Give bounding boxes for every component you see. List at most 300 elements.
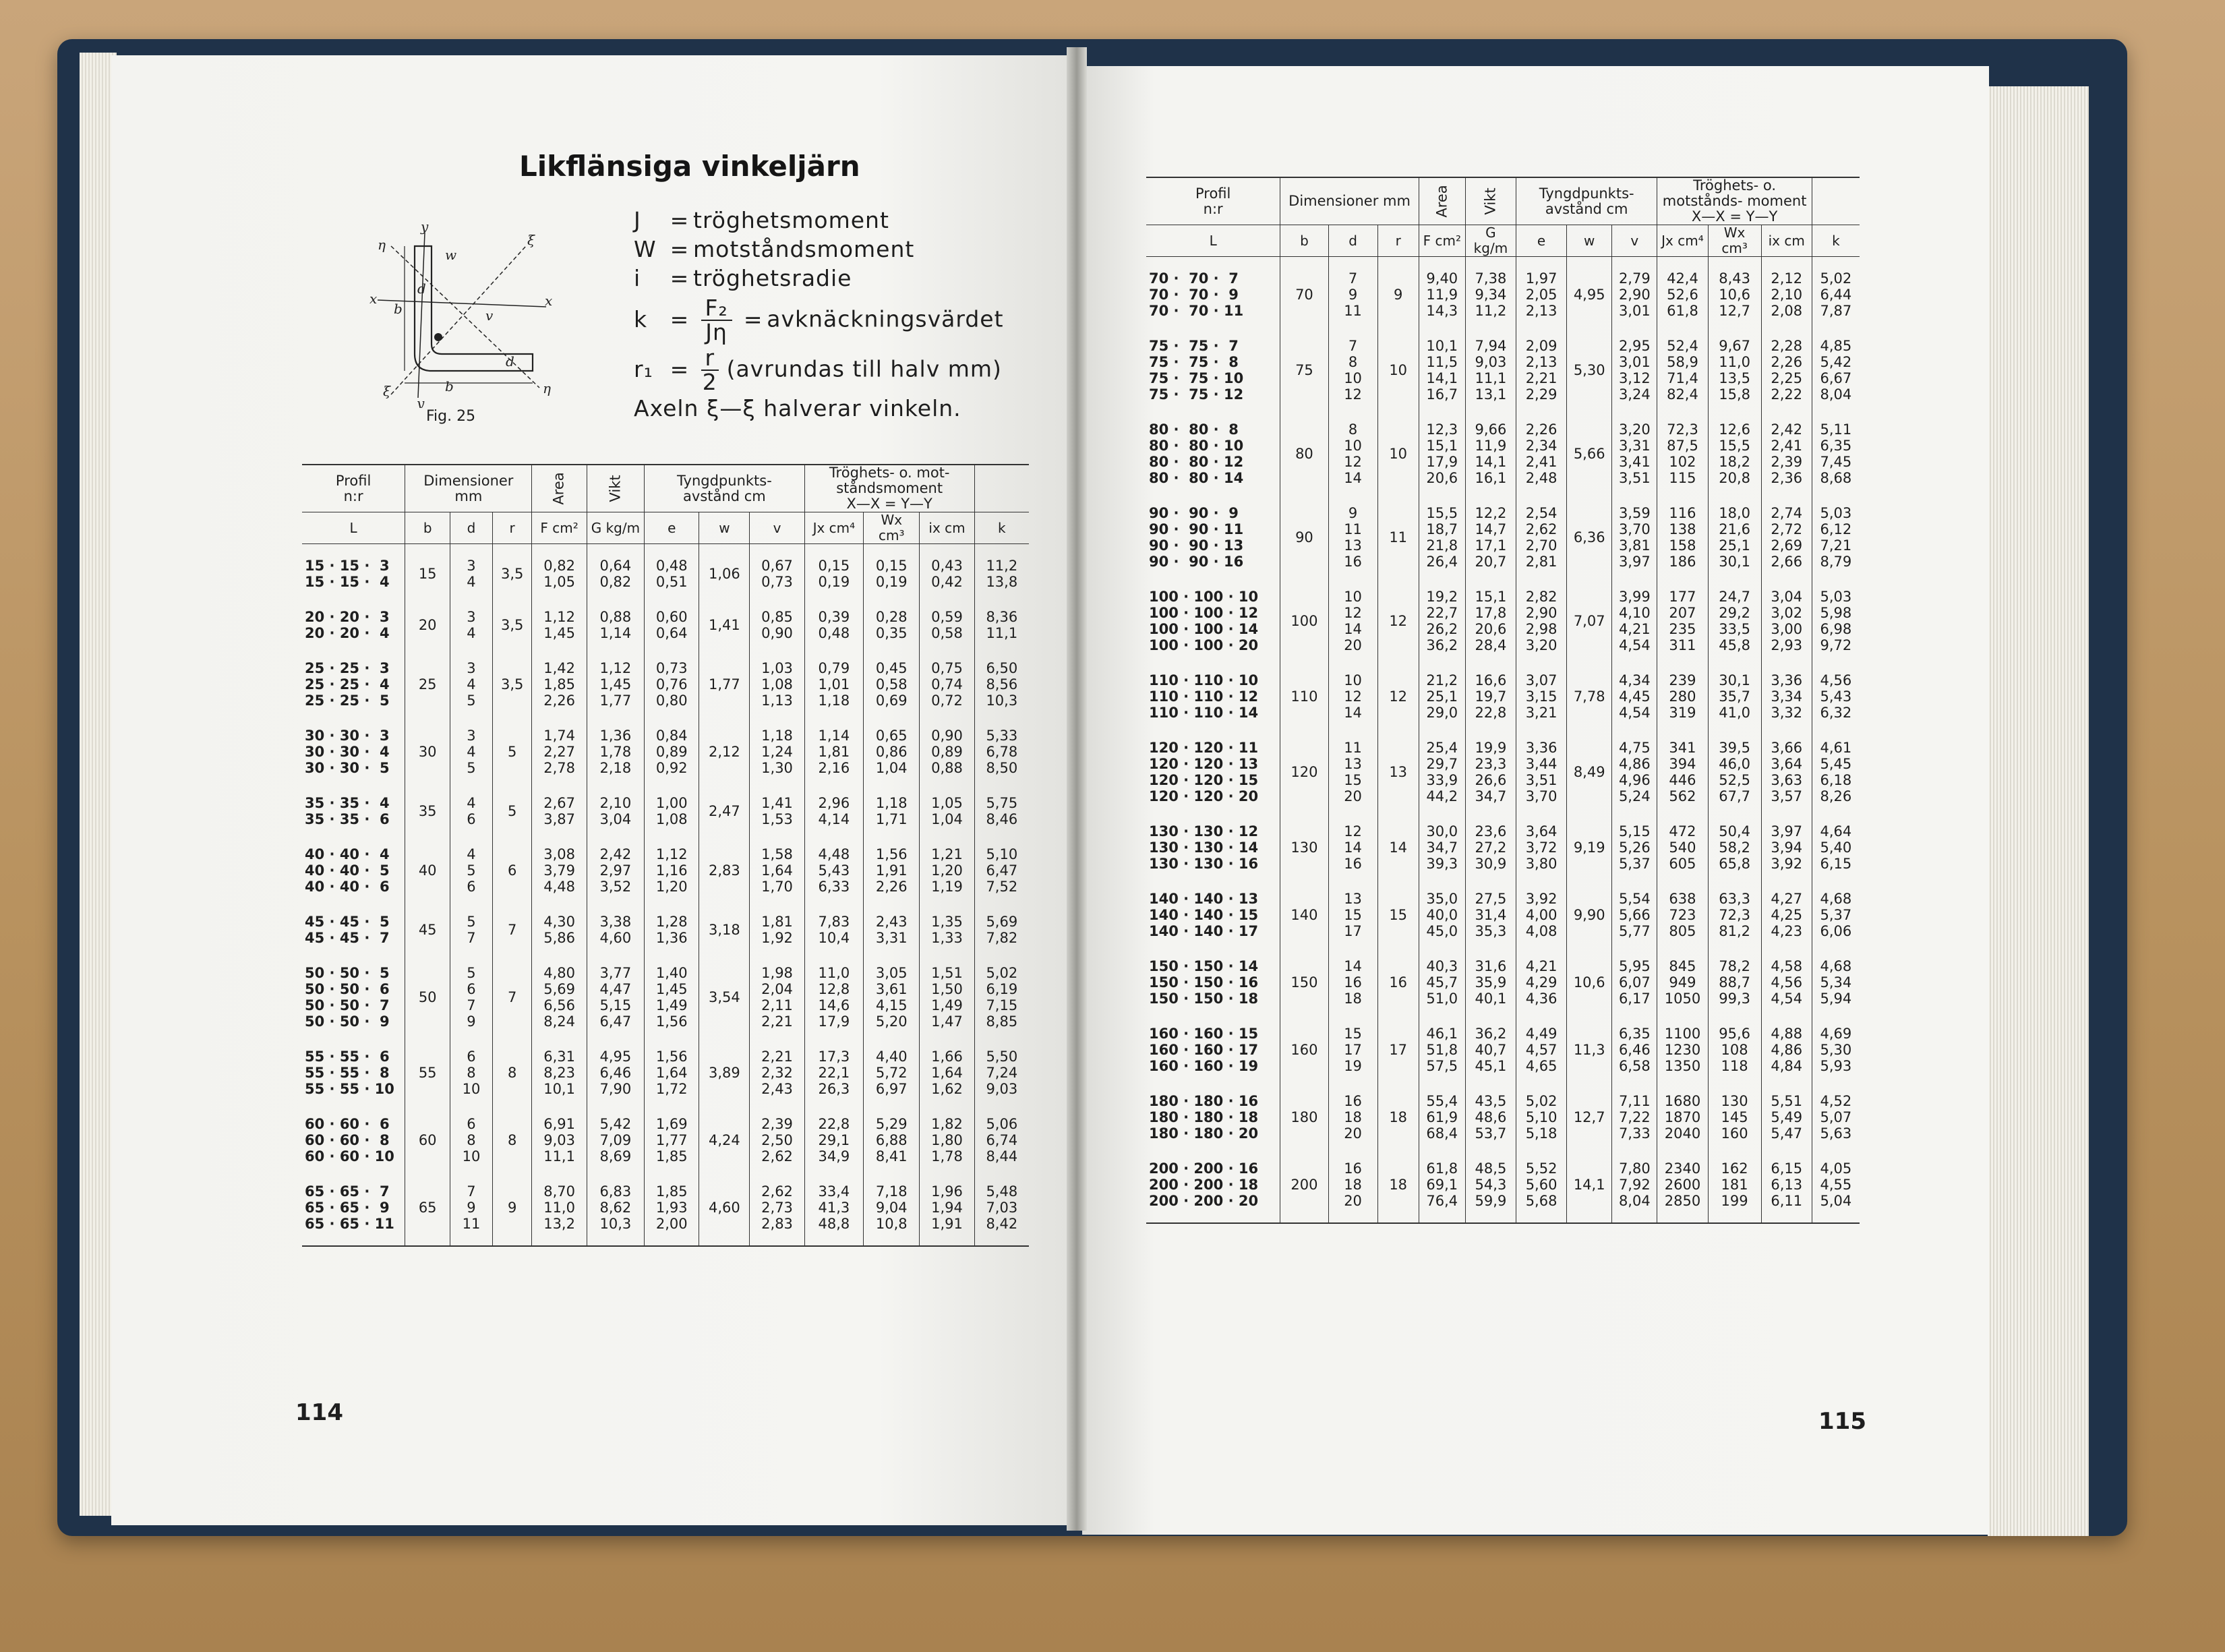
cell-v: 3,99 4,10 4,21 4,54	[1612, 579, 1657, 663]
cell-b: 60	[405, 1107, 450, 1174]
page-title: Likflänsiga vinkeljärn	[519, 150, 860, 183]
head-Wx: Wx cm³	[1708, 225, 1761, 257]
cell-Jx: 0,39 0,48	[804, 599, 863, 651]
cell-w: 11,3	[1567, 1016, 1612, 1084]
k-denominator: Jη	[705, 319, 728, 345]
cell-d: 7 9 11	[1328, 257, 1377, 329]
cell-e: 0,84 0,89 0,92	[645, 718, 699, 786]
cell-profil: 75 · 75 · 7 75 · 75 · 8 75 · 75 · 10 75 · 75 · 12	[1149, 338, 1244, 403]
table-row	[302, 955, 1029, 1039]
cell-Jx: 177 207 235 311	[1657, 579, 1708, 663]
cell-d: 5 7	[450, 904, 493, 955]
cell-G: 6,83 8,62 10,3	[587, 1174, 644, 1246]
cell-v: 1,98 2,04 2,11 2,21	[750, 955, 804, 1039]
head-d: d	[1328, 225, 1377, 257]
cell-k: 4,85 5,42 6,67 8,04	[1812, 328, 1860, 412]
cell-k: 4,68 5,37 6,06	[1812, 881, 1860, 949]
cell-F: 21,2 25,1 29,0	[1419, 663, 1465, 730]
table-row	[302, 786, 1029, 837]
cell-w: 1,41	[699, 599, 750, 651]
cell-r: 15	[1377, 881, 1419, 949]
cell-w: 7,78	[1567, 663, 1612, 730]
book-gutter	[1067, 47, 1087, 1531]
angle-profile-diagram	[351, 219, 560, 408]
cell-profil: 90 · 90 · 9 90 · 90 · 11 90 · 90 · 13 90 · 90 · 16	[1149, 505, 1244, 570]
table-row	[1146, 663, 1860, 730]
cell-ix: 4,58 4,56 4,54	[1761, 949, 1812, 1016]
legend-text: tröghetsmoment	[693, 207, 889, 233]
cell-r: 9	[1377, 257, 1419, 329]
head-e: e	[645, 512, 699, 544]
head-v: v	[1612, 225, 1657, 257]
cell-F: 1,42 1,85 2,26	[532, 651, 587, 718]
cell-Jx: 7,83 10,4	[804, 904, 863, 955]
cell-Wx: 0,65 0,86 1,04	[864, 718, 920, 786]
cell-b: 50	[405, 955, 450, 1039]
svg-text:d: d	[417, 281, 426, 297]
cell-k: 5,03 5,98 6,98 9,72	[1812, 579, 1860, 663]
cell-e: 2,09 2,13 2,21 2,29	[1516, 328, 1567, 412]
cell-Wx: 5,29 6,88 8,41	[864, 1107, 920, 1174]
cell-b: 80	[1280, 412, 1328, 496]
cell-b: 45	[405, 904, 450, 955]
col-dimensioner: Dimensioner mm	[405, 465, 532, 512]
cell-e: 3,92 4,00 4,08	[1516, 881, 1567, 949]
cell-k: 5,03 6,12 7,21 8,79	[1812, 496, 1860, 579]
cell-F: 12,3 15,1 17,9 20,6	[1419, 412, 1465, 496]
cell-v: 5,95 6,07 6,17	[1612, 949, 1657, 1016]
head-r: r	[1377, 225, 1419, 257]
cell-v: 1,81 1,92	[750, 904, 804, 955]
cell-b: 120	[1280, 730, 1328, 814]
table-row	[1146, 1016, 1860, 1084]
svg-text:x: x	[545, 293, 553, 309]
cell-b: 160	[1280, 1016, 1328, 1084]
col-vikt: Vikt	[587, 465, 644, 512]
cell-b: 140	[1280, 881, 1328, 949]
k-numerator: F₂	[701, 297, 732, 321]
legend-symbol: J	[634, 207, 641, 233]
cell-Wx: 24,7 29,2 33,5 45,8	[1708, 579, 1761, 663]
cell-b: 70	[1280, 257, 1328, 329]
cell-d: 8 10 12 14	[1328, 412, 1377, 496]
cell-G: 3,38 4,60	[587, 904, 644, 955]
col-dimensioner: Dimensioner mm	[1280, 177, 1419, 225]
cell-e: 1,40 1,45 1,49 1,56	[645, 955, 699, 1039]
head-k: k	[1812, 225, 1860, 257]
steel-table-left	[302, 464, 1029, 1247]
cell-d: 6 8 10	[450, 1107, 493, 1174]
cell-d: 10 12 14	[1328, 663, 1377, 730]
cell-e: 2,26 2,34 2,41 2,48	[1516, 412, 1567, 496]
cell-r: 18	[1377, 1151, 1419, 1223]
cell-Jx: 72,3 87,5 102 115	[1657, 412, 1708, 496]
cell-r: 10	[1377, 412, 1419, 496]
cell-Jx: 22,8 29,1 34,9	[804, 1107, 863, 1174]
cell-r: 8	[492, 1039, 532, 1107]
cell-F: 9,40 11,9 14,3	[1419, 257, 1465, 329]
cell-d: 13 15 17	[1328, 881, 1377, 949]
table-row	[1146, 814, 1860, 881]
cell-d: 3 4	[450, 544, 493, 600]
cell-ix: 0,75 0,74 0,72	[920, 651, 974, 718]
table-row	[302, 544, 1029, 600]
cell-v: 5,54 5,66 5,77	[1612, 881, 1657, 949]
cell-Jx: 472 540 605	[1657, 814, 1708, 881]
cell-e: 2,82 2,90 2,98 3,20	[1516, 579, 1567, 663]
legend-symbol: i	[634, 265, 641, 291]
symbol-legend	[634, 206, 1004, 423]
axis-note: Axeln ξ—ξ halverar vinkeln.	[634, 395, 961, 421]
head-G: G kg/m	[1465, 225, 1516, 257]
cell-r: 12	[1377, 663, 1419, 730]
cell-Wx: 0,45 0,58 0,69	[864, 651, 920, 718]
cell-Jx: 0,79 1,01 1,18	[804, 651, 863, 718]
cell-F: 30,0 34,7 39,3	[1419, 814, 1465, 881]
cell-b: 75	[1280, 328, 1328, 412]
cell-r: 17	[1377, 1016, 1419, 1084]
cell-d: 12 14 16	[1328, 814, 1377, 881]
svg-text:y: y	[421, 219, 429, 235]
cell-v: 7,80 7,92 8,04	[1612, 1151, 1657, 1223]
cell-r: 7	[492, 904, 532, 955]
cell-r: 3,5	[492, 544, 532, 600]
cell-ix: 0,43 0,42	[920, 544, 974, 600]
cell-ix: 1,05 1,04	[920, 786, 974, 837]
cell-G: 2,10 3,04	[587, 786, 644, 837]
cell-ix: 1,96 1,94 1,91	[920, 1174, 974, 1246]
cell-Wx: 63,3 72,3 81,2	[1708, 881, 1761, 949]
cell-G: 48,5 54,3 59,9	[1465, 1151, 1516, 1223]
svg-text:b: b	[394, 301, 403, 317]
col-area: Area	[1419, 177, 1465, 225]
cell-d: 5 6 7 9	[450, 955, 493, 1039]
head-r: r	[492, 512, 532, 544]
col-vikt: Vikt	[1465, 177, 1516, 225]
cell-profil: 120 · 120 · 11 120 · 120 · 13 120 · 120 · 15 120 · 120 · 20	[1149, 740, 1259, 804]
cell-v: 2,39 2,50 2,62	[750, 1107, 804, 1174]
cell-b: 35	[405, 786, 450, 837]
table-row	[1146, 730, 1860, 814]
head-Jx: Jx cm⁴	[1657, 225, 1708, 257]
table-row	[1146, 496, 1860, 579]
cell-w: 1,77	[699, 651, 750, 718]
cell-G: 7,94 9,03 11,1 13,1	[1465, 328, 1516, 412]
cell-d: 16 18 20	[1328, 1151, 1377, 1223]
cell-profil: 80 · 80 · 8 80 · 80 · 10 80 · 80 · 12 80 · 80 · 14	[1149, 421, 1244, 486]
col-troghet: Tröghets- o. motstånds- moment X—X = Y—Y	[1657, 177, 1812, 225]
cell-e: 3,07 3,15 3,21	[1516, 663, 1567, 730]
cell-ix: 1,66 1,64 1,62	[920, 1039, 974, 1107]
cell-F: 40,3 45,7 51,0	[1419, 949, 1465, 1016]
cell-G: 23,6 27,2 30,9	[1465, 814, 1516, 881]
cell-ix: 3,97 3,94 3,92	[1761, 814, 1812, 881]
cell-ix: 6,15 6,13 6,11	[1761, 1151, 1812, 1223]
cell-e: 0,60 0,64	[645, 599, 699, 651]
table-row	[302, 651, 1029, 718]
legend-text: motståndsmoment	[693, 236, 915, 262]
cell-Jx: 0,15 0,19	[804, 544, 863, 600]
cell-w: 2,83	[699, 837, 750, 904]
svg-text:ξ: ξ	[527, 232, 535, 248]
cell-Jx: 52,4 58,9 71,4 82,4	[1657, 328, 1708, 412]
r1-numerator: r	[701, 347, 719, 371]
k-text: avknäckningsvärdet	[767, 305, 1004, 332]
cell-Wx: 0,15 0,19	[864, 544, 920, 600]
cell-k: 5,10 6,47 7,52	[974, 837, 1029, 904]
cell-e: 1,00 1,08	[645, 786, 699, 837]
cell-r: 11	[1377, 496, 1419, 579]
cell-k: 5,33 6,78 8,50	[974, 718, 1029, 786]
cell-ix: 3,04 3,02 3,00 2,93	[1761, 579, 1812, 663]
cell-Jx: 17,3 22,1 26,3	[804, 1039, 863, 1107]
cell-e: 0,73 0,76 0,80	[645, 651, 699, 718]
cell-b: 65	[405, 1174, 450, 1246]
table-row	[1146, 328, 1860, 412]
cell-F: 4,30 5,86	[532, 904, 587, 955]
cell-b: 15	[405, 544, 450, 600]
head-L: L	[302, 512, 405, 544]
legend-text: tröghetsradie	[693, 265, 852, 291]
cell-d: 3 4 5	[450, 718, 493, 786]
cell-ix: 4,27 4,25 4,23	[1761, 881, 1812, 949]
cell-Wx: 8,43 10,6 12,7	[1708, 257, 1761, 329]
cell-ix: 0,59 0,58	[920, 599, 974, 651]
head-b: b	[405, 512, 450, 544]
table-row	[302, 1174, 1029, 1246]
r1-text: (avrundas till halv mm)	[726, 355, 1002, 382]
cell-k: 5,69 7,82	[974, 904, 1029, 955]
cell-w: 5,66	[1567, 412, 1612, 496]
angle-section-figure	[351, 219, 560, 411]
cell-ix: 1,21 1,20 1,19	[920, 837, 974, 904]
cell-Jx: 845 949 1050	[1657, 949, 1708, 1016]
cell-w: 10,6	[1567, 949, 1612, 1016]
table-row	[302, 1107, 1029, 1174]
cell-r: 6	[492, 837, 532, 904]
cell-k: 4,56 5,43 6,32	[1812, 663, 1860, 730]
col-k-top	[974, 465, 1029, 512]
cell-profil: 110 · 110 · 10 110 · 110 · 12 110 · 110 · 14	[1149, 672, 1259, 721]
cell-w: 3,18	[699, 904, 750, 955]
cell-G: 0,64 0,82	[587, 544, 644, 600]
cell-r: 14	[1377, 814, 1419, 881]
cell-Wx: 3,05 3,61 4,15 5,20	[864, 955, 920, 1039]
cell-profil: 35 · 35 · 4 35 · 35 · 6	[305, 795, 390, 827]
cell-e: 1,12 1,16 1,20	[645, 837, 699, 904]
head-w: w	[1567, 225, 1612, 257]
head-d: d	[450, 512, 493, 544]
cell-r: 10	[1377, 328, 1419, 412]
cell-Wx: 130 145 160	[1708, 1084, 1761, 1151]
cell-G: 5,42 7,09 8,69	[587, 1107, 644, 1174]
cell-Wx: 12,6 15,5 18,2 20,8	[1708, 412, 1761, 496]
table-row	[1146, 1151, 1860, 1223]
cell-Jx: 1,14 1,81 2,16	[804, 718, 863, 786]
figure-caption: Fig. 25	[426, 408, 476, 425]
cell-v: 2,95 3,01 3,12 3,24	[1612, 328, 1657, 412]
cell-e: 1,28 1,36	[645, 904, 699, 955]
cell-d: 10 12 14 20	[1328, 579, 1377, 663]
cell-ix: 0,90 0,89 0,88	[920, 718, 974, 786]
cell-k: 8,36 11,1	[974, 599, 1029, 651]
cell-Wx: 4,40 5,72 6,97	[864, 1039, 920, 1107]
cell-Jx: 341 394 446 562	[1657, 730, 1708, 814]
cell-ix: 2,42 2,41 2,39 2,36	[1761, 412, 1812, 496]
head-F: F cm²	[532, 512, 587, 544]
col-k-top	[1812, 177, 1860, 225]
cell-F: 1,12 1,45	[532, 599, 587, 651]
col-tyngdpunkt: Tyngdpunkts- avstånd cm	[1516, 177, 1657, 225]
cell-v: 0,85 0,90	[750, 599, 804, 651]
cell-ix: 4,88 4,86 4,84	[1761, 1016, 1812, 1084]
cell-d: 3 4	[450, 599, 493, 651]
cell-F: 19,2 22,7 26,2 36,2	[1419, 579, 1465, 663]
cell-w: 8,49	[1567, 730, 1612, 814]
cell-r: 13	[1377, 730, 1419, 814]
cell-k: 5,02 6,44 7,87	[1812, 257, 1860, 329]
cell-r: 8	[492, 1107, 532, 1174]
cell-v: 2,62 2,73 2,83	[750, 1174, 804, 1246]
table-row	[1146, 949, 1860, 1016]
cell-v: 3,20 3,31 3,41 3,51	[1612, 412, 1657, 496]
head-b: b	[1280, 225, 1328, 257]
cell-Wx: 18,0 21,6 25,1 30,1	[1708, 496, 1761, 579]
cell-k: 4,52 5,07 5,63	[1812, 1084, 1860, 1151]
head-ix: ix cm	[920, 512, 974, 544]
page-number-right: 115	[1818, 1408, 1866, 1435]
cell-G: 36,2 40,7 45,1	[1465, 1016, 1516, 1084]
cell-e: 1,97 2,05 2,13	[1516, 257, 1567, 329]
cell-b: 20	[405, 599, 450, 651]
cell-F: 2,67 3,87	[532, 786, 587, 837]
cell-b: 200	[1280, 1151, 1328, 1223]
cell-w: 14,1	[1567, 1151, 1612, 1223]
cell-k: 5,11 6,35 7,45 8,68	[1812, 412, 1860, 496]
cell-Wx: 9,67 11,0 13,5 15,8	[1708, 328, 1761, 412]
cell-Jx: 239 280 319	[1657, 663, 1708, 730]
cell-b: 30	[405, 718, 450, 786]
cell-F: 6,31 8,23 10,1	[532, 1039, 587, 1107]
legend-row: i = tröghetsradie	[634, 265, 852, 291]
cell-d: 4 6	[450, 786, 493, 837]
table-row	[302, 599, 1029, 651]
cell-Jx: 1680 1870 2040	[1657, 1084, 1708, 1151]
cell-G: 1,36 1,78 2,18	[587, 718, 644, 786]
cell-G: 1,12 1,45 1,77	[587, 651, 644, 718]
cell-Wx: 1,56 1,91 2,26	[864, 837, 920, 904]
legend-row: J = tröghetsmoment	[634, 207, 889, 233]
cell-G: 4,95 6,46 7,90	[587, 1039, 644, 1107]
cell-profil: 45 · 45 · 5 45 · 45 · 7	[305, 914, 390, 946]
cell-ix: 3,66 3,64 3,63 3,57	[1761, 730, 1812, 814]
cell-d: 14 16 18	[1328, 949, 1377, 1016]
cell-profil: 25 · 25 · 3 25 · 25 · 4 25 · 25 · 5	[305, 660, 390, 709]
cell-F: 35,0 40,0 45,0	[1419, 881, 1465, 949]
cell-Wx: 7,18 9,04 10,8	[864, 1174, 920, 1246]
cell-k: 5,50 7,24 9,03	[974, 1039, 1029, 1107]
cell-d: 9 11 13 16	[1328, 496, 1377, 579]
head-L: L	[1146, 225, 1280, 257]
col-profil: Profil n:r	[1146, 177, 1280, 225]
svg-text:y: y	[417, 395, 425, 408]
cell-F: 61,8 69,1 76,4	[1419, 1151, 1465, 1223]
cell-F: 4,80 5,69 6,56 8,24	[532, 955, 587, 1039]
cell-profil: 30 · 30 · 3 30 · 30 · 4 30 · 30 · 5	[305, 728, 390, 776]
cell-ix: 1,82 1,80 1,78	[920, 1107, 974, 1174]
cell-w: 2,12	[699, 718, 750, 786]
svg-text:d: d	[506, 353, 514, 370]
cell-G: 9,66 11,9 14,1 16,1	[1465, 412, 1516, 496]
cell-Wx: 1,18 1,71	[864, 786, 920, 837]
cell-b: 150	[1280, 949, 1328, 1016]
cell-profil: 100 · 100 · 10 100 · 100 · 12 100 · 100 · 14 100 · 100 · 20	[1149, 589, 1259, 653]
cell-Wx: 78,2 88,7 99,3	[1708, 949, 1761, 1016]
cell-profil: 130 · 130 · 12 130 · 130 · 14 130 · 130 · 16	[1149, 823, 1259, 872]
col-troghet: Tröghets- o. mot- ståndsmoment X—X = Y—Y	[804, 465, 974, 512]
cell-Jx: 4,48 5,43 6,33	[804, 837, 863, 904]
cell-ix: 3,36 3,34 3,32	[1761, 663, 1812, 730]
svg-text:η: η	[543, 380, 551, 396]
cell-v: 4,75 4,86 4,96 5,24	[1612, 730, 1657, 814]
cell-b: 40	[405, 837, 450, 904]
table-row	[302, 904, 1029, 955]
cell-r: 16	[1377, 949, 1419, 1016]
cell-v: 0,67 0,73	[750, 544, 804, 600]
cell-F: 10,1 11,5 14,1 16,7	[1419, 328, 1465, 412]
cell-b: 180	[1280, 1084, 1328, 1151]
cell-d: 7 9 11	[450, 1174, 493, 1246]
cell-k: 4,68 5,34 5,94	[1812, 949, 1860, 1016]
head-w: w	[699, 512, 750, 544]
cell-r: 3,5	[492, 599, 532, 651]
cell-k: 6,50 8,56 10,3	[974, 651, 1029, 718]
page-number-left: 114	[295, 1399, 343, 1426]
cell-v: 6,35 6,46 6,58	[1612, 1016, 1657, 1084]
svg-text:v: v	[485, 307, 494, 324]
cell-k: 11,2 13,8	[974, 544, 1029, 600]
cell-Wx: 162 181 199	[1708, 1151, 1761, 1223]
head-Wx: Wx cm³	[864, 512, 920, 544]
svg-text:w: w	[445, 247, 457, 263]
cell-Wx: 39,5 46,0 52,5 67,7	[1708, 730, 1761, 814]
cell-ix: 2,28 2,26 2,25 2,22	[1761, 328, 1812, 412]
cell-Jx: 2,96 4,14	[804, 786, 863, 837]
cell-k: 4,64 5,40 6,15	[1812, 814, 1860, 881]
cell-G: 43,5 48,6 53,7	[1465, 1084, 1516, 1151]
cell-d: 6 8 10	[450, 1039, 493, 1107]
head-Jx: Jx cm⁴	[804, 512, 863, 544]
cell-v: 2,79 2,90 3,01	[1612, 257, 1657, 329]
cell-profil: 65 · 65 · 7 65 · 65 · 9 65 · 65 · 11	[305, 1183, 394, 1232]
cell-profil: 60 · 60 · 6 60 · 60 · 8 60 · 60 · 10	[305, 1116, 394, 1164]
cell-d: 16 18 20	[1328, 1084, 1377, 1151]
cell-e: 3,64 3,72 3,80	[1516, 814, 1567, 881]
cell-w: 2,47	[699, 786, 750, 837]
cell-Jx: 1100 1230 1350	[1657, 1016, 1708, 1084]
table-row	[1146, 257, 1860, 329]
cell-w: 12,7	[1567, 1084, 1612, 1151]
head-k: k	[974, 512, 1029, 544]
cell-profil: 15 · 15 · 3 15 · 15 · 4	[305, 558, 390, 590]
cell-k: 5,48 7,03 8,42	[974, 1174, 1029, 1246]
cell-profil: 55 · 55 · 6 55 · 55 · 8 55 · 55 · 10	[305, 1049, 394, 1097]
table-row	[302, 718, 1029, 786]
svg-text:η: η	[378, 237, 386, 253]
cell-d: 15 17 19	[1328, 1016, 1377, 1084]
cell-k: 4,61 5,45 6,18 8,26	[1812, 730, 1860, 814]
cell-w: 3,89	[699, 1039, 750, 1107]
